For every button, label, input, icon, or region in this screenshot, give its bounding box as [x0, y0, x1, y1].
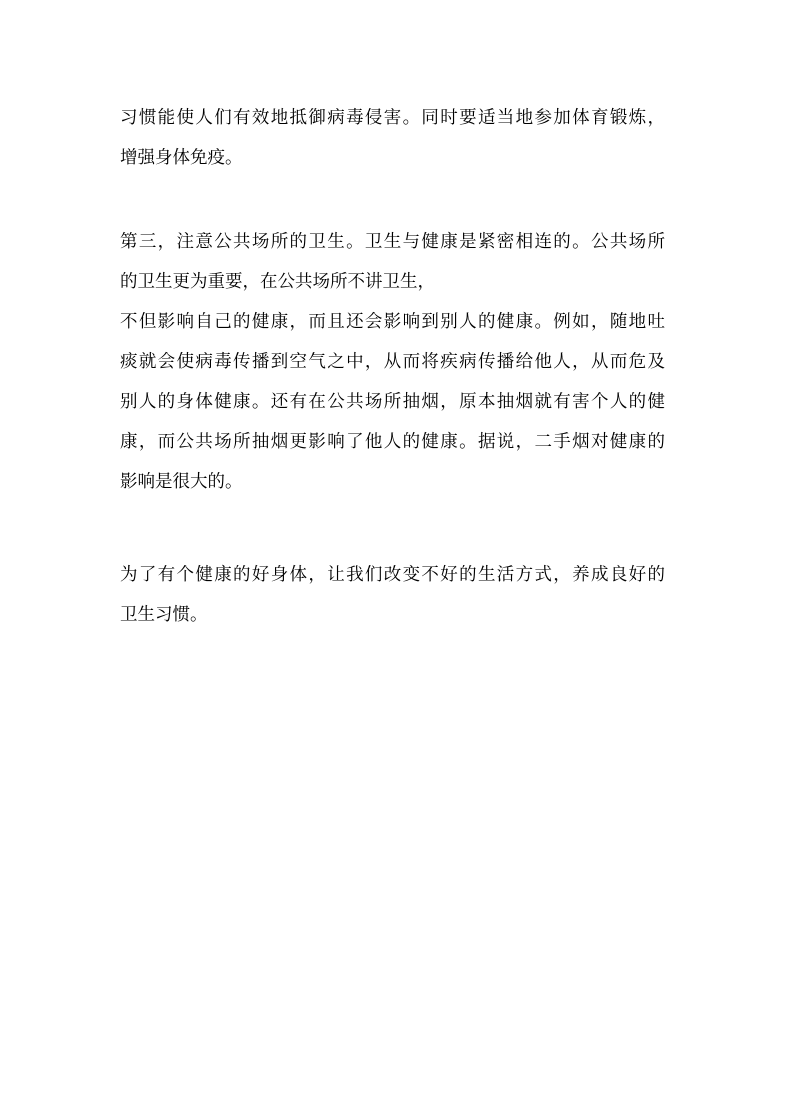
- paragraph-line: 康，而公共场所抽烟更影响了他人的健康。据说，二手烟对健康的: [120, 432, 665, 452]
- paragraph-line: 影响是很大的。: [120, 472, 243, 492]
- paragraph-line: 痰就会使病毒传播到空气之中，从而将疾病传播给他人，从而危及: [120, 352, 665, 372]
- paragraph-line: 的卫生更为重要，在公共场所不讲卫生，: [120, 272, 435, 292]
- paragraph-conclusion: [120, 555, 665, 635]
- paragraph-public-hygiene: [120, 222, 665, 502]
- paragraph-line: 增强身体免疫。: [120, 148, 243, 168]
- paragraph-line: 不但影响自己的健康，而且还会影响到别人的健康。例如，随地吐: [120, 312, 665, 332]
- paragraph-line: 习惯能使人们有效地抵御病毒侵害。同时要适当地参加体育锻炼，: [120, 108, 665, 128]
- paragraph-line: 为了有个健康的好身体，让我们改变不好的生活方式，养成良好的: [120, 565, 665, 585]
- paragraph-hygiene-habits: [120, 98, 665, 178]
- paragraph-line: 卫生习惯。: [120, 605, 208, 625]
- paragraph-line: 别人的身体健康。还有在公共场所抽烟，原本抽烟就有害个人的健: [120, 392, 665, 412]
- paragraph-line: 第三，注意公共场所的卫生。卫生与健康是紧密相连的。公共场所: [120, 232, 665, 252]
